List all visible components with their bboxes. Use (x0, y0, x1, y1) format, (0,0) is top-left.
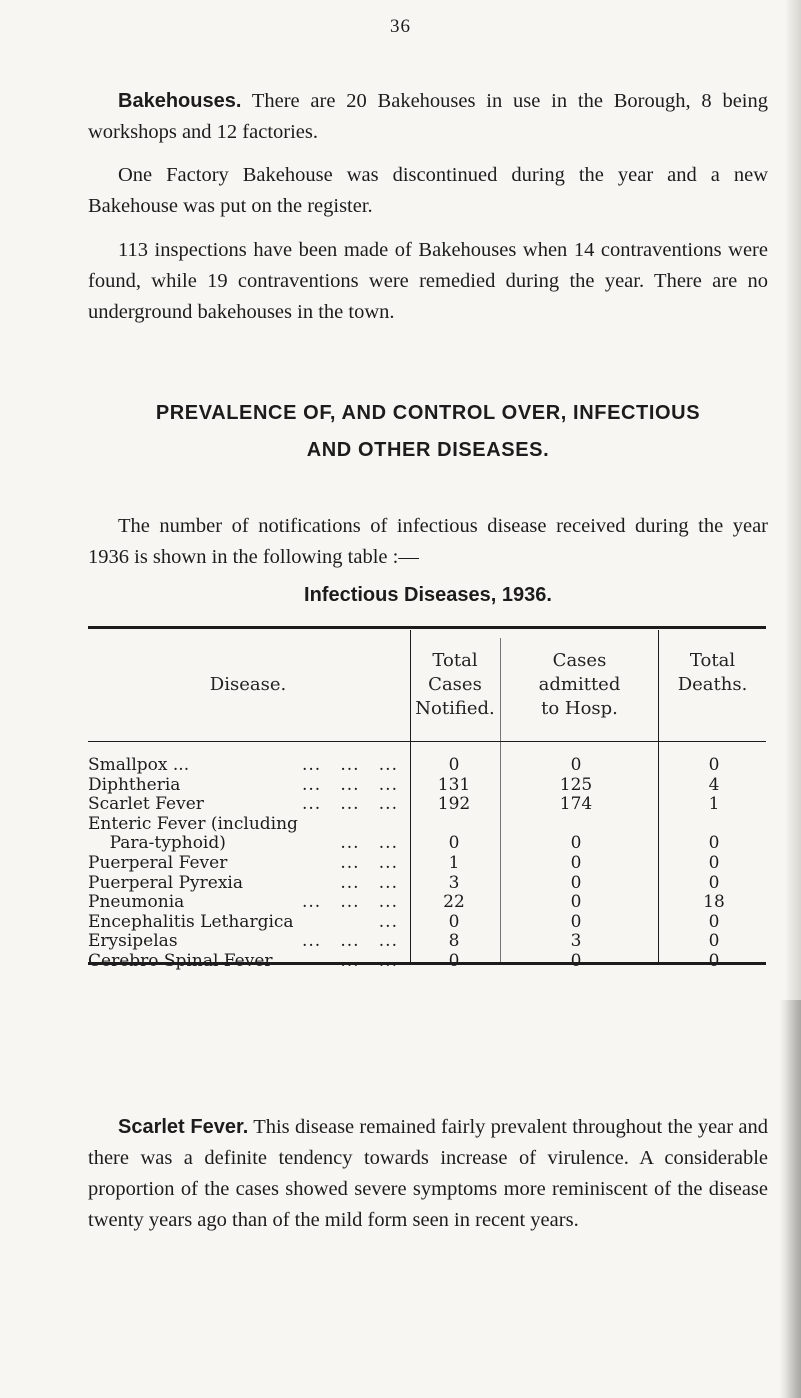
total-deaths-cell: 0 (708, 755, 720, 775)
disease-label: Para-typhoid) (88, 833, 226, 854)
header-line: admitted (538, 674, 621, 695)
scarlet-fever-heading: Scarlet Fever. (118, 1116, 249, 1138)
disease-label: Smallpox ... (88, 755, 190, 775)
total-cases-notified-cell: 192 (437, 794, 471, 815)
total-deaths-cell: 0 (708, 853, 720, 873)
total-cases-notified-cell: 8 (448, 931, 460, 952)
leader-dots: ... ... ... (301, 931, 398, 952)
page-number: 36 (390, 16, 411, 37)
page-edge-shadow (779, 1000, 801, 1398)
cases-admitted-cell: 0 (570, 911, 582, 932)
disease-label: Cerebro Spinal Fever (88, 951, 273, 971)
section-title-line-1: PREVALENCE OF, AND CONTROL OVER, INFECTIOUS (155, 402, 701, 424)
total-cases-notified-cell: 131 (437, 774, 471, 795)
disease-label: Pneumonia (88, 892, 185, 913)
cases-admitted-cell: 0 (570, 872, 582, 893)
intro-paragraph: The number of notifications of infectious disease received during the year 1936 is shown in the following table :— (88, 515, 768, 568)
total-deaths-cell: 18 (703, 892, 725, 913)
total-deaths-cell: 0 (708, 911, 720, 932)
bakehouses-paragraph-3: 113 inspections have been made of Bakehouses when 14 contraventions were found, while 19 contraventions were remedied during the year. There are no underground bakehouses in the town. (88, 239, 768, 323)
total-deaths-cell: 0 (708, 872, 720, 893)
bakehouses-paragraph (88, 86, 768, 148)
cases-admitted-cell: 0 (570, 755, 582, 775)
disease-label: Diphtheria (88, 774, 181, 795)
leader-dots: ... ... ... (301, 794, 398, 815)
header-rule (88, 741, 766, 742)
disease-label: Scarlet Fever (88, 794, 204, 815)
bakehouses-heading: Bakehouses. (118, 90, 242, 112)
total-cases-notified-cell: 0 (448, 951, 460, 971)
disease-label: Puerperal Pyrexia (88, 872, 244, 893)
infectious-diseases-table (88, 626, 766, 971)
leader-dots: ... ... (340, 951, 398, 971)
total-cases-notified-cell: 3 (448, 872, 460, 893)
bakehouses-text: There are 20 Bakehouses in use in the Borough, 8 being workshops and 12 factories. (88, 90, 768, 143)
header-total-cases-notified (410, 649, 500, 721)
cases-admitted-cell: 0 (570, 892, 582, 913)
header-disease: Disease. (209, 674, 287, 695)
total-deaths-cell: 0 (708, 833, 720, 854)
section-title-line-2: AND OTHER DISEASES. (306, 439, 550, 461)
leader-dots: ... ... ... (301, 755, 398, 775)
leader-dots: ... (378, 911, 398, 932)
cases-admitted-cell: 0 (570, 853, 582, 873)
leader-dots: ... ... (340, 833, 398, 854)
header-line: to Hosp. (541, 698, 618, 719)
total-cases-notified-cell: 0 (448, 755, 460, 775)
table-title: Infectious Diseases, 1936. (304, 584, 552, 606)
disease-name (88, 950, 406, 972)
header-line: Total (689, 650, 736, 671)
disease-label: Erysipelas (88, 931, 178, 952)
header-line: Cases (552, 650, 607, 671)
header-line: Notified. (415, 698, 495, 719)
header-line: Total (432, 650, 478, 671)
cases-admitted-cell: 3 (570, 931, 582, 952)
total-deaths-cell: 0 (708, 951, 720, 971)
header-line: Cases (428, 674, 482, 695)
cases-admitted-cell: 0 (570, 833, 582, 854)
leader-dots: ... ... ... (301, 892, 398, 913)
leader-dots: ... ... ... (301, 774, 398, 795)
disease-label: Puerperal Fever (88, 853, 228, 873)
total-cases-notified-cell: 22 (443, 892, 465, 913)
header-cases-admitted (501, 649, 658, 721)
leader-dots: ... ... (340, 872, 398, 893)
total-cases-notified-cell: 0 (448, 833, 460, 854)
cases-admitted-cell: 0 (570, 951, 582, 971)
table-top-rule (88, 626, 766, 629)
scarlet-fever-paragraph (88, 1112, 768, 1236)
scarlet-fever-text: This disease remained fairly prevalent throughout the year and there was a definite tendency towards increase of virulence. A considerable proportion of the cases showed severe symptoms more reminiscent of the disease twenty years ago than of the mild form seen in recent years. (88, 1116, 769, 1231)
header-total-deaths (659, 649, 766, 697)
cases-admitted-cell: 174 (559, 794, 593, 815)
header-line: Deaths. (677, 674, 748, 695)
disease-label: Encephalitis Lethargica (88, 911, 294, 932)
table-row (88, 950, 766, 972)
total-cases-notified-cell: 0 (448, 911, 460, 932)
leader-dots: ... ... (340, 853, 398, 873)
disease-label: Enteric Fever (including (88, 813, 298, 834)
total-deaths-cell: 0 (708, 931, 720, 952)
cases-admitted-cell: 125 (559, 774, 593, 795)
total-cases-notified-cell: 1 (448, 853, 460, 873)
total-deaths-cell: 4 (708, 774, 720, 795)
bakehouses-paragraph-2: One Factory Bakehouse was discontinued during the year and a new Bakehouse was put on the register. (88, 164, 768, 217)
total-deaths-cell: 1 (708, 794, 720, 815)
